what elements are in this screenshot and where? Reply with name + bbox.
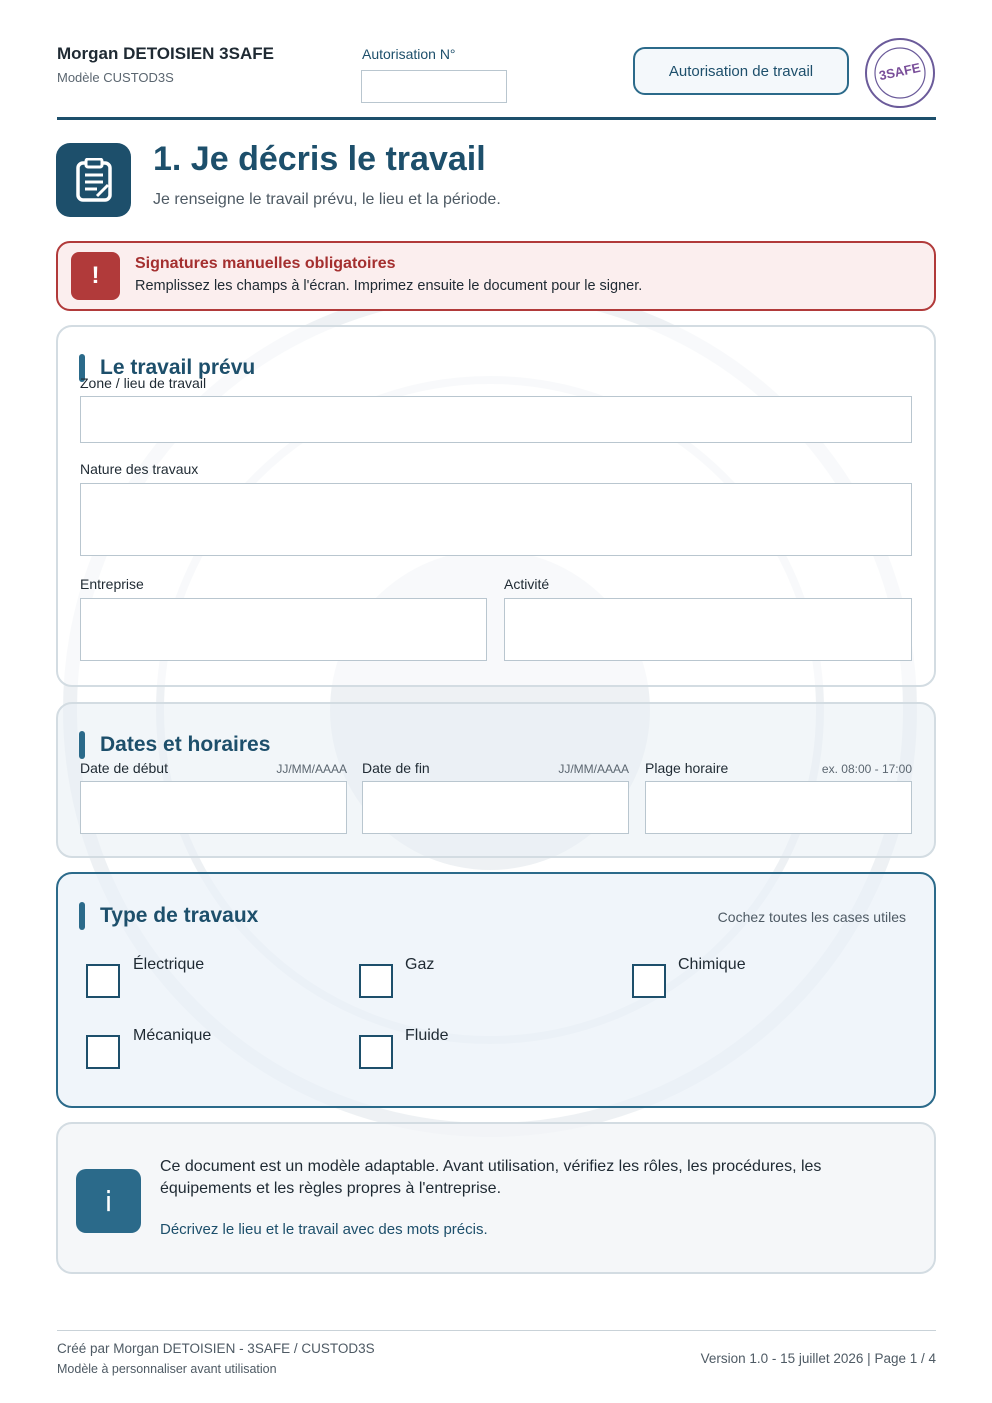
- end-date-label: Date de fin: [362, 760, 430, 776]
- company-seal-logo: [864, 37, 936, 109]
- work-types-card-accent: [79, 902, 85, 930]
- zone-field[interactable]: [80, 396, 912, 443]
- footer-version-page: Version 1.0 - 15 juillet 2026 | Page 1 / 4: [700, 1351, 936, 1366]
- nature-field[interactable]: [80, 483, 912, 556]
- end-date-hint: JJ/MM/AAAA: [558, 762, 629, 776]
- alert-text: Remplissez les champs à l'écran. Imprimez ensuite le document pour le signer.: [135, 278, 643, 294]
- footer-created-by: Créé par Morgan DETOISIEN - 3SAFE / CUSTOD3S: [57, 1341, 375, 1356]
- start-date-label: Date de début: [80, 760, 168, 776]
- dates-card: [56, 702, 936, 858]
- checkbox-mecanique[interactable]: [86, 1035, 120, 1069]
- checkbox-gaz[interactable]: [359, 964, 393, 998]
- checkbox-chimique[interactable]: [632, 964, 666, 998]
- checkbox-electrique[interactable]: [86, 964, 120, 998]
- checkbox-label-mecanique: Mécanique: [133, 1027, 212, 1044]
- checkbox-label-gaz: Gaz: [405, 956, 435, 973]
- checkbox-label-electrique: Électrique: [133, 956, 205, 973]
- end-date-field[interactable]: [362, 781, 629, 834]
- info-tip: Décrivez le lieu et le travail avec des mots précis.: [160, 1221, 488, 1238]
- authorization-number-label: Autorisation N°: [362, 46, 456, 62]
- work-types-title: Type de travaux: [100, 904, 259, 927]
- warning-icon: !: [71, 252, 120, 300]
- page-title: 1. Je décris le travail: [153, 140, 486, 178]
- start-date-field[interactable]: [80, 781, 347, 834]
- time-range-label: Plage horaire: [645, 760, 729, 776]
- authorization-number-field[interactable]: [361, 70, 507, 103]
- work-types-hint: Cochez toutes les cases utiles: [717, 909, 906, 925]
- document-type-badge: Autorisation de travail: [633, 47, 849, 95]
- author-name: Morgan DETOISIEN 3SAFE: [57, 44, 274, 63]
- clipboard-icon: [56, 143, 131, 217]
- time-range-field[interactable]: [645, 781, 912, 834]
- company-label: Entreprise: [80, 576, 144, 592]
- nature-label: Nature des travaux: [80, 461, 199, 477]
- checkbox-label-fluide: Fluide: [405, 1027, 449, 1044]
- info-icon: i: [76, 1169, 141, 1233]
- company-field[interactable]: [80, 598, 487, 661]
- dates-card-title: Dates et horaires: [100, 733, 271, 756]
- activity-label: Activité: [504, 576, 550, 592]
- start-date-hint: JJ/MM/AAAA: [276, 762, 347, 776]
- time-range-hint: ex. 08:00 - 17:00: [821, 762, 912, 776]
- signature-alert: [56, 241, 936, 311]
- seal-text: 3SAFE: [877, 59, 922, 84]
- zone-label: Zone / lieu de travail: [80, 375, 207, 391]
- activity-field[interactable]: [504, 598, 912, 661]
- page-subtitle: Je renseigne le travail prévu, le lieu et la période.: [153, 191, 501, 208]
- model-reference: Modèle CUSTOD3S: [57, 70, 174, 85]
- footer-note: Modèle à personnaliser avant utilisation: [57, 1362, 277, 1376]
- alert-title: Signatures manuelles obligatoires: [135, 255, 396, 272]
- work-card-title: Le travail prévu: [100, 356, 256, 379]
- checkbox-fluide[interactable]: [359, 1035, 393, 1069]
- checkbox-label-chimique: Chimique: [678, 956, 746, 973]
- dates-card-accent: [79, 731, 85, 759]
- header-divider: [57, 117, 936, 120]
- info-text: Ce document est un modèle adaptable. Avant utilisation, vérifiez les rôles, les procédures, les équipements et les règles propres à l'entreprise.: [160, 1158, 822, 1197]
- footer-divider: [57, 1330, 936, 1331]
